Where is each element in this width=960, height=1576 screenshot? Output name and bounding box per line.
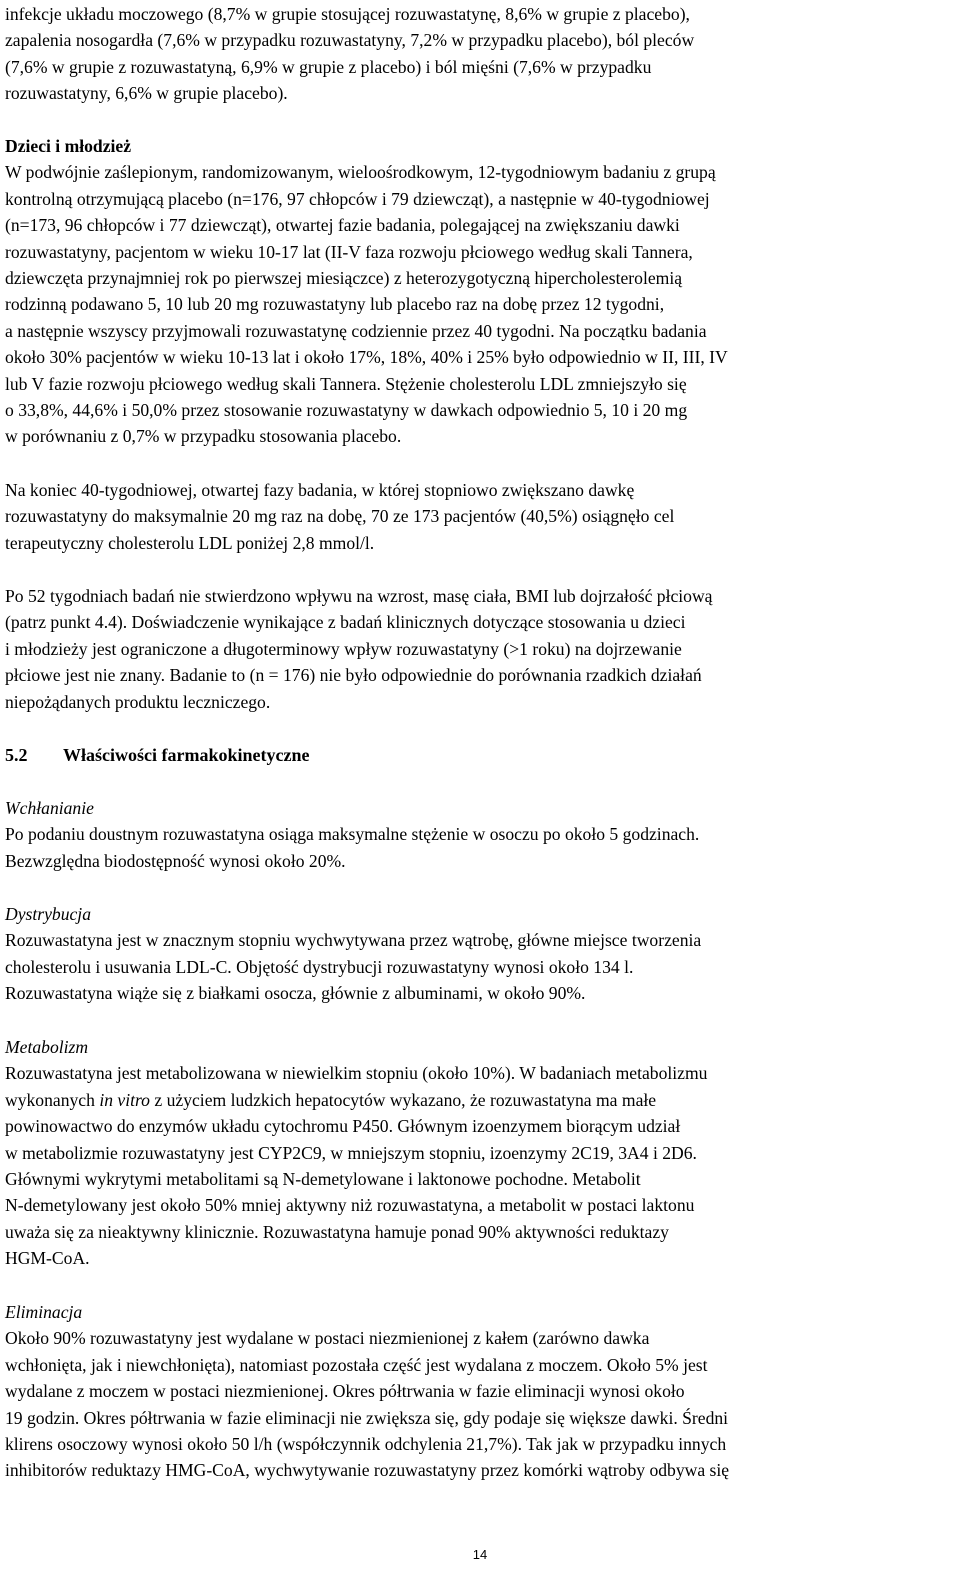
text-line: terapeutyczny cholesterolu LDL poniżej 2,8 mmol/l. [5,532,375,553]
text-line: powinowactwo do enzymów układu cytochromu P450. Głównym izoenzymem biorącym udział [5,1116,681,1137]
subsection-heading: Eliminacja [5,1302,83,1322]
page-number: 14 [472,1547,488,1562]
text-line: Po 52 tygodniach badań nie stwierdzono wpływu na wzrost, masę ciała, BMI lub dojrzałość płciową [5,586,713,606]
text-line: niepożądanych produktu leczniczego. [5,691,271,712]
section-5-2-heading [5,742,957,768]
text-line: HGM-CoA. [5,1248,90,1269]
text-line: i młodzieży jest ograniczone a długoterminowy wpływ rozuwastatyny (>1 roku) na dojrzewanie [5,638,682,659]
text-fragment: z użyciem ludzkich hepatocytów wykazano, że rozuwastatyna ma małe [149,1089,657,1110]
text-line: cholesterolu i usuwania LDL-C. Objętość dystrybucji rozuwastatyny wynosi około 134 l. [5,956,634,977]
text-line [5,1087,957,1113]
text-line: W podwójnie zaślepionym, randomizowanym, wieloośrodkowym, 12-tygodniowym badaniu z grupą [5,162,716,183]
subsection-heading: Metabolizm [5,1037,89,1057]
text-fragment: wykonanych [5,1089,100,1110]
text-line: w porównaniu z 0,7% w przypadku stosowania placebo. [5,426,402,447]
text-line: wchłonięta, jak i niewchłonięta), natomiast pozostała część jest wydalana z moczem. Około 5% jest [5,1354,708,1375]
text-line: inhibitorów reduktazy HMG-CoA, wychwytywanie rozuwastatyny przez komórki wątroby odbywa się [5,1460,730,1481]
elimination-section [5,1299,957,1484]
text-line: dziewczęta przynajmniej rok po pierwszej miesiączce) z heterozygotyczną hipercholesterolemią [5,267,683,288]
text-line: Po podaniu doustnym rozuwastatyna osiąga maksymalne stężenie w osoczu po około 5 godzinach. [5,824,700,845]
text-line: (7,6% w grupie z rozuwastatyną, 6,9% w grupie z placebo) i ból mięśni (7,6% w przypadku [5,56,652,77]
text-line: rozuwastatyny do maksymalnie 20 mg raz na dobę, 70 ze 173 pacjentów (40,5%) osiągnęło cel [5,506,675,527]
italic-term: in vitro [99,1089,150,1110]
metabolism-section [5,1034,957,1272]
text-line: N-demetylowany jest około 50% mniej aktywny niż rozuwastatyna, a metabolit w postaci laktonu [5,1195,695,1216]
text-line: klirens osoczowy wynosi około 50 l/h (współczynnik odchylenia 21,7%). Tak jak w przypadku innych [5,1433,727,1454]
text-line: (n=173, 96 chłopców i 77 dziewcząt), otwartej fazie badania, polegającej na zwiększaniu dawki [5,215,680,236]
text-line: Rozuwastatyna wiąże się z białkami osocza, głównie z albuminami, w około 90%. [5,983,586,1004]
text-line: uważa się za nieaktywny klinicznie. Rozuwastatyna hamuje ponad 90% aktywności reduktazy [5,1221,669,1242]
intro-paragraph [5,1,957,107]
text-line: (patrz punkt 4.4). Doświadczenie wynikające z badań klinicznych dotyczące stosowania u dzieci [5,612,686,633]
text-line: kontrolną otrzymującą placebo (n=176, 97 chłopców i 79 dziewcząt), a następnie w 40-tygodniowej [5,188,710,209]
text-line: Rozuwastatyna jest w znacznym stopniu wychwytywana przez wątrobę, główne miejsce tworzenia [5,930,702,951]
text-line: około 30% pacjentów w wieku 10-13 lat i około 17%, 18%, 40% i 25% było odpowiednio w II, III, IV [5,347,728,368]
text-line: rozuwastatyny, pacjentom w wieku 10-17 lat (II-V faza rozwoju płciowego według skali Tannera, [5,241,693,262]
text-line: Rozuwastatyna jest metabolizowana w niewielkim stopniu (około 10%). W badaniach metabolizmu [5,1063,708,1084]
text-line: rodzinną podawano 5, 10 lub 20 mg rozuwastatyny lub placebo raz na dobę przez 12 tygodni, [5,294,665,315]
paragraph-end-of-study [5,477,957,556]
text-line: a następnie wszyscy przyjmowali rozuwastatynę codziennie przez 40 tygodni. Na początku badania [5,320,707,341]
text-line: rozuwastatyny, 6,6% w grupie placebo). [5,83,288,104]
absorption-section [5,795,957,874]
text-line: Około 90% rozuwastatyny jest wydalane w postaci niezmienionej z kałem (zarówno dawka [5,1328,650,1349]
section-number: 5.2 [5,745,28,765]
section-title: Właściwości farmakokinetyczne [63,745,310,765]
text-line: Głównymi wykrytymi metabolitami są N-demetylowane i laktonowe pochodne. Metabolit [5,1168,641,1189]
text-line: płciowe jest nie znany. Badanie to (n = 176) nie było odpowiednie do porównania rzadkich działań [5,665,702,686]
subsection-heading: Dystrybucja [5,904,91,924]
distribution-section [5,901,957,1007]
text-line: Bezwzględna biodostępność wynosi około 20%. [5,850,346,871]
text-line: 19 godzin. Okres półtrwania w fazie eliminacji nie zwiększa się, gdy podaje się większe dawki. Średni [5,1407,729,1428]
children-section [5,133,957,450]
text-line: o 33,8%, 44,6% i 50,0% przez stosowanie rozuwastatyny w dawkach odpowiednio 5, 10 i 20 mg [5,399,688,420]
subsection-heading: Wchłanianie [5,798,94,818]
text-line: w metabolizmie rozuwastatyny jest CYP2C9, w mniejszym stopniu, izoenzymy 2C19, 3A4 i 2D6. [5,1142,697,1163]
paragraph-52-weeks [5,583,957,715]
text-line: zapalenia nosogardła (7,6% w przypadku rozuwastatyny, 7,2% w przypadku placebo), ból pleców [5,30,695,51]
section-heading: Dzieci i młodzież [5,136,132,156]
text-line: lub V fazie rozwoju płciowego według skali Tannera. Stężenie cholesterolu LDL zmniejszyło się [5,373,687,394]
text-line: infekcje układu moczowego (8,7% w grupie stosującej rozuwastatynę, 8,6% w grupie z placebo), [5,4,690,24]
text-line: wydalane z moczem w postaci niezmienionej. Okres półtrwania w fazie eliminacji wynosi około [5,1381,685,1402]
text-line: Na koniec 40-tygodniowej, otwartej fazy badania, w której stopniowo zwiększano dawkę [5,480,635,500]
